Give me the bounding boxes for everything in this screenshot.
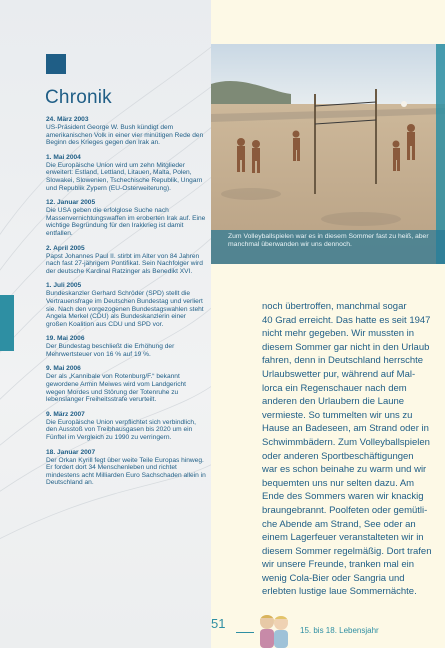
entry-date: 19. Mai 2006 xyxy=(46,335,85,343)
body-line: nicht mehr gegeben. Wir mussten in xyxy=(262,328,415,340)
entry-date: 24. März 2003 xyxy=(46,116,89,123)
entry-date: 18. Januar 2007 xyxy=(46,448,96,456)
entry-text: Der Bundestag beschließt die Erhöhung der Mehrwertsteuer von 16 % auf 19 %. xyxy=(46,343,175,358)
entry-text: Bundeskanzler Gerhard Schröder (SPD) stellt die Vertrauensfrage im Deutschen Bundestag und verliert sie. Nach den vorgezogenen Bundestagswahlen steht Angela Merkel (CDU) als Bundeskanzlerin einer großen Koalition aus CDU und SPD vor. xyxy=(46,290,204,328)
page-number: 51 xyxy=(211,616,226,631)
entry-text: Die Europäische Union verpflichtet sich verbindlich, den Ausstoß von Treibhausgasen bis 2020 um ein Fünftel im Vergleich zu 1990 zu verringern. xyxy=(46,418,196,442)
entry-date: 1. Juli 2005 xyxy=(46,282,82,290)
entry-date: 2. April 2005 xyxy=(46,244,85,252)
chronik-entry xyxy=(46,411,206,442)
entry-date: 12. Januar 2005 xyxy=(46,199,96,207)
chronik-entry xyxy=(46,365,206,403)
body-line: erlebten lustige laue Sommernächte. xyxy=(262,586,417,598)
entry-date: 9. März 2007 xyxy=(46,410,85,418)
entry-text: Die USA geben die erfolglose Suche nach Massenvernichtungswaffen im eroberten Irak auf. Eine wichtige Begründung für den Irakkrieg ist damit entfallen. xyxy=(46,207,206,237)
body-line: 40 Grad erreicht. Das hatte es seit 1947 xyxy=(262,314,431,326)
body-line: braungebrannt. Poolfeten oder gemütli- xyxy=(262,504,428,516)
entry-text: US-Präsident George W. Bush kündigt dem amerikanischen Volk in einer vier minütigen Rede den Beginn des Krieges gegen den Irak an. xyxy=(46,124,204,147)
body-line: einem Lagerfeuer veranstalteten wir in xyxy=(262,532,424,544)
body-line: oder anderen Sportbeschäftigungen xyxy=(262,450,414,462)
chronik-entry xyxy=(46,335,206,358)
body-line: wir unsere Freunde, tranken mal ein xyxy=(262,559,415,571)
footer-divider xyxy=(236,632,254,633)
entry-date: 1. Mai 2004 xyxy=(46,153,81,161)
section-label: 15. bis 18. Lebensjahr xyxy=(300,626,379,635)
body-line: Hause an Badeseen, am Strand oder in xyxy=(262,423,429,435)
body-line: vermieste. So tummelten wir uns zu xyxy=(262,409,413,421)
left-edge-tab xyxy=(0,295,14,351)
chronik-entry xyxy=(46,245,206,276)
chronik-column xyxy=(0,0,211,648)
body-line: diesem Sommer regelmäßig. Dort trafen xyxy=(262,545,432,557)
body-line: noch übertroffen, manchmal sogar xyxy=(262,301,407,312)
body-line: bequemten uns nur selten dazu. Am xyxy=(262,477,415,489)
children-portrait-icon xyxy=(254,608,294,648)
chronik-list xyxy=(46,116,206,494)
page-title: Chronik xyxy=(45,87,112,108)
accent-square xyxy=(46,54,66,74)
body-line: lorca ein Regenschauer nach dem xyxy=(262,382,407,394)
chronik-entry xyxy=(46,154,206,192)
body-line: Urlaubswetter pur, während auf Mal- xyxy=(262,368,416,380)
entry-text: Die Europäische Union wird um zehn Mitglieder erweitert: Estland, Lettland, Litauen, Malta, Polen, Slowakei, Slowenien, Tschechische Republik, Ungarn und Republik Zypern (EU-Osterweiterung). xyxy=(46,161,203,192)
photo-caption xyxy=(211,230,445,264)
body-line: che Abende am Strand, See oder an xyxy=(262,518,416,530)
chronik-entry xyxy=(46,449,206,487)
chronik-entry xyxy=(46,282,206,328)
body-line: Schwimmbädern. Zum Volleyballspielen xyxy=(262,436,430,448)
body-line: fahren, denn in Deutschland herrschte xyxy=(262,355,424,367)
body-line: diesem Sommer gar nicht in den Urlaub xyxy=(262,341,430,353)
chronik-entry xyxy=(46,116,206,147)
entry-text: Papst Johannes Paul II. stirbt im Alter von 84 Jahren nach fast 27-jährigem Pontifikat. Sein Nachfolger wird der deutsche Kardinal Ratzinger als Benedikt XVI. xyxy=(46,252,203,275)
chronik-entry xyxy=(46,199,206,237)
entry-date: 9. Mai 2006 xyxy=(46,365,81,373)
body-line: war es schon beinahe zu warm und wir xyxy=(262,464,427,476)
body-line: Ende des Sommers waren wir knackig xyxy=(262,491,424,503)
caption-text: Zum Volleyballspielen war es in diesem Sommer fast zu heiß, aber manchmal überwanden wir uns dennoch. xyxy=(228,233,429,248)
body-line: wenig Cola-Bier oder Sangria und xyxy=(262,572,405,584)
entry-text: Der Orkan Kyrill fegt über weite Teile Europas hinweg. Er fordert dort 34 Menschenleben und richtet mindestens acht Milliarden Euro Sachschaden allein in Deutschland an. xyxy=(46,456,206,487)
body-text xyxy=(262,300,438,599)
entry-text: Der als „Kannibale von Rotenburg/F.“ bekannt gewordene Armin Meiwes wird vom Landgericht wegen Mordes und Störung der Totenruhe zu lebenslanger Freiheitsstrafe verurteilt. xyxy=(46,373,186,404)
body-line: anderen den Urlaubern die Laune xyxy=(262,396,405,408)
